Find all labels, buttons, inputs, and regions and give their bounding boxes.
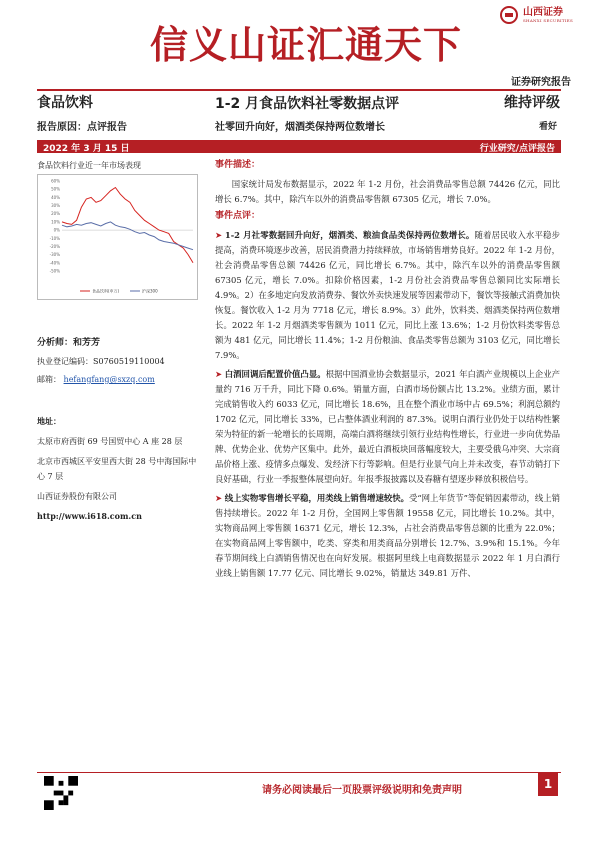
y-tick-label: -20% <box>49 243 60 249</box>
market-chart <box>37 174 198 300</box>
y-tick-label: 60% <box>51 178 60 184</box>
logo-icon <box>500 6 518 24</box>
bullet-3 <box>215 491 560 581</box>
bullet-1-text: 随着居民收入水平稳步提高，消费环境逐步改善，居民消费潜力持续释放，市场销售增势良好。2022 年 1-2 月份，社会消费品零售总额 74426 亿元，同比增长 6.7%。其中，除汽车以外的消费品零售额 67305 亿元，增长 7.0%。扣除价格因素，1-2 月份社会消费品零售总额同比实际增长 4.9%。2）在多地定向发放消费券、餐饮外卖快速发展等因素带动下，餐饮等接触式消费加快恢复。餐饮收入 1-2 月为 7718 亿元，增长 8.9%。3）此外，饮料类、烟酒类保持两位数增长。2022 年 1-2 月烟酒类零售额为 1011 亿元，同比上涨 13.6%；1-2 月份饮料类零售总额为 481 亿元，同比增长 11.4%；1-2 月份粮油、食品类零售总额为 3103 亿元，同比增长 7.9%。 <box>215 230 560 360</box>
bullet-1-lead: 1-2 月社零数据回升向好，烟酒类、粮油食品类保持两位数增长。 <box>224 230 475 240</box>
bullet-3-text: 受“网上年货节”等促销因素带动，线上销售持续增长。2022 年 1-2 月份，全国网上零售额 19558 亿元，同比增长 10.2%。其中，实物商品网上零售额 16371 亿元，增长 12.3%，占社会消费品零售总额的比重为 22.0%；在实物商品网上零售额中，吃类、穿类和用类商品分别增长 12.7%、3.9%和 15.1%。今年春节期间线上白酒销售情况也在向好发展。根据阿里线上电商数据显示 2022 年 1 月白酒行业线上销售额 17.77 亿元、同比增长 9.02%，销量达 349.81 万件、 <box>215 493 561 578</box>
report-type: 证券研究报告 <box>511 77 571 88</box>
logo-name: 山西证券 <box>522 6 563 18</box>
event-paragraph: 国家统计局发布数据显示，2022 年 1-2 月份，社会消费品零售总额 74426 亿元，同比增长 6.7%。其中，除汽车以外的消费品零售额 67305 亿元，增长 7.0%。 <box>215 179 560 204</box>
email-label: 邮箱： <box>37 375 61 384</box>
event-heading: 事件描述： <box>215 160 261 170</box>
company-name: 山西证券股份有限公司 <box>37 492 117 501</box>
slogan: 信义山证汇通天下 <box>150 22 463 67</box>
y-tick-label: 40% <box>51 194 60 200</box>
report-category: 行业研究/点评报告 <box>479 144 555 154</box>
bullet-arrow-icon: ➤ <box>215 369 225 379</box>
qrcode-icon <box>44 776 78 810</box>
y-tick-label: 20% <box>51 211 60 217</box>
report-date: 2022 年 3 月 15 日 <box>43 144 130 154</box>
y-tick-label: -30% <box>49 252 60 258</box>
legend-label: 食品饮料(申万) <box>92 288 120 294</box>
comment-heading: 事件点评： <box>215 211 261 221</box>
analyst-info <box>37 336 165 387</box>
bullet-2-text: 根据中国酒业协会数据显示，2021 年白酒产业规模以上企业产量约 716 万千升，同比下降 0.6%。销量方面，白酒市场份额占比 13.2%。业绩方面，累计完成销售收入约 6033 亿元，同比增长 18.6%，且在整个酒业市场中占 69.5%；利润总额约 1702 亿元，同比增长 33%，已占整体酒业利润的 87.3%。说明白酒行业仍处于以结构性繁荣为特征的新一轮增长的长周期，高端白酒将继续引领行业结构性增长，行业进一步向优势品牌、优势企业、优势产区集中。此外，最近白酒板块回落幅度较大，主要受俄乌冲突、大宗商品价格上涨、疫情多点爆发、发经济下行等影响。但是行业景气向上并未改变，春节动销打下良好基础，行业一季报整体展望向好。年报季报披露以及春糖有望逐步释放积极信号。 <box>215 369 560 484</box>
email-link[interactable]: hefangfang@sxzq.com <box>63 375 155 384</box>
bullet-arrow-icon: ➤ <box>215 493 225 503</box>
address-2: 北京市西城区平安里西大街 28 号中海国际中心 7 层 <box>37 457 197 481</box>
footer-divider <box>37 772 561 773</box>
license: 执业登记编码：S0760519110004 <box>37 357 165 366</box>
logo-en: SHANXI SECURITIES <box>522 17 573 23</box>
y-tick-label: -50% <box>49 268 60 274</box>
rating-sub: 看好 <box>538 122 557 132</box>
website-link[interactable]: http://www.i618.com.cn <box>37 511 142 521</box>
y-tick-label: 0% <box>53 227 60 233</box>
report-title: 1-2 月食品饮料社零数据点评 <box>215 96 400 112</box>
header-banner <box>0 0 595 88</box>
main-content <box>215 158 560 581</box>
rating: 维持评级 <box>504 95 560 111</box>
industry: 食品饮料 <box>37 95 93 111</box>
analyst-name: 分析师：和芳芳 <box>37 338 101 348</box>
date-bar <box>37 140 561 153</box>
bullet-2 <box>215 367 560 487</box>
legend-label: 沪深300 <box>142 288 158 294</box>
y-tick-label: 10% <box>51 219 60 225</box>
bullet-1 <box>215 228 560 363</box>
address-1: 太原市府西街 69 号国贸中心 A 座 28 层 <box>37 437 183 446</box>
y-tick-label: -10% <box>49 235 60 241</box>
page-number: 1 <box>538 772 558 796</box>
company-logo <box>500 6 573 24</box>
chart-title: 食品饮料行业近一年市场表现 <box>37 161 141 170</box>
series-line-1 <box>62 222 193 250</box>
y-tick-label: -40% <box>49 260 60 266</box>
email-row <box>37 372 165 387</box>
y-tick-label: 30% <box>51 203 60 209</box>
address-info <box>37 414 202 524</box>
y-tick-label: 50% <box>51 186 60 192</box>
bullet-2-lead: 白酒回调后配置价值凸显。 <box>224 369 326 379</box>
divider <box>37 89 561 91</box>
report-reason: 报告原因：点评报告 <box>37 122 127 133</box>
chart-svg <box>38 175 199 301</box>
disclaimer-notice[interactable]: 请务必阅读最后一页股票评级说明和免责声明 <box>262 785 462 796</box>
bullet-arrow-icon: ➤ <box>215 230 225 240</box>
bullet-3-lead: 线上实物零售增长平稳，用类线上销售增速较快。 <box>224 493 410 503</box>
report-subtitle: 社零回升向好，烟酒类保持两位数增长 <box>215 122 385 133</box>
address-label: 地址： <box>37 416 61 426</box>
